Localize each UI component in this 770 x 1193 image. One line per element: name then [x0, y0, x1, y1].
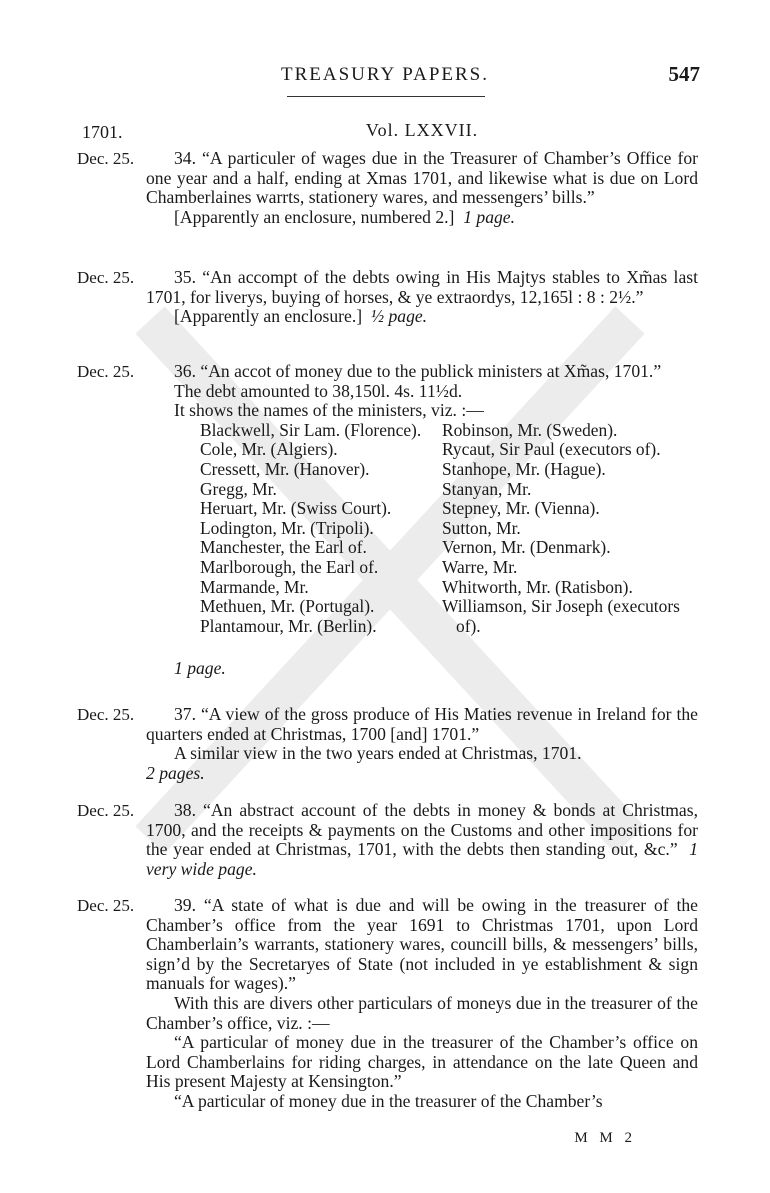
- entry-note-line: [146, 208, 698, 228]
- minister-name: Lodington, Mr. (Tripoli).: [200, 517, 374, 538]
- page-number: 547: [668, 62, 700, 86]
- minister-name: Marmande, Mr.: [200, 576, 309, 597]
- entry-text: 35. “An accompt of the debts owing in His Majtys stables to Xm̃as last 1701, for liverys, buying of horses, & ye extraordys, 12,165l : 8 : 2½.”: [146, 267, 698, 307]
- entry-text-block: [146, 705, 698, 783]
- minister-name: Rycaut, Sir Paul (executors of).: [442, 439, 661, 460]
- entry-date: Dec. 25.: [77, 705, 135, 724]
- entry-note-line: [146, 307, 698, 327]
- entry-text-block: [146, 801, 698, 879]
- entry-text: 38. “An abstract account of the debts in money & bonds at Christmas, 1700, and the receipts & payments on the Customs and other impositions for the year ended at Christmas, 1701, with the debts then standing out, &c.”: [146, 800, 698, 860]
- minister-name: Stepney, Mr. (Vienna).: [442, 498, 600, 519]
- volume-heading: Vol. LXXVII.: [365, 120, 479, 140]
- year-label: 1701.: [82, 122, 123, 142]
- entry-size: 2 pages.: [146, 762, 205, 783]
- minister-name: Heruart, Mr. (Swiss Court).: [200, 498, 392, 519]
- minister-name: Gregg, Mr.: [200, 478, 277, 499]
- minister-name: Robinson, Mr. (Sweden).: [442, 419, 618, 440]
- minister-name: Warre, Mr.: [442, 556, 518, 577]
- entry-date: Dec. 25.: [77, 149, 135, 168]
- entry-particular-quote: “A particular of money due in the treasurer of the Chamber’s office on Lord Chamberlains for riding charges, in attendance on the late Queen and His present Majesty at Kensington.”: [146, 1032, 698, 1092]
- entry-text-block: [146, 149, 698, 227]
- minister-name: Manchester, the Earl of.: [200, 537, 367, 558]
- entry-date: Dec. 25.: [77, 801, 135, 820]
- minister-name: Vernon, Mr. (Denmark).: [442, 537, 611, 558]
- minister-name: Blackwell, Sir Lam. (Florence).: [200, 419, 422, 440]
- minister-name: Stanhope, Mr. (Hague).: [442, 458, 606, 479]
- minister-name: Whitworth, Mr. (Ratisbon).: [442, 576, 633, 597]
- minister-name: Marlborough, the Earl of.: [200, 556, 379, 577]
- entry-text-block: [146, 268, 698, 327]
- entry-text-block: [146, 896, 698, 1112]
- page-header-title: TREASURY PAPERS.: [281, 64, 489, 85]
- entry-debt-line: The debt amounted to 38,150l. 4s. 11½d.: [174, 380, 463, 401]
- signature-mark: M M 2: [574, 1130, 636, 1146]
- entry-size: 1 very wide page.: [146, 839, 699, 879]
- entry-particulars-intro: With this are divers other particulars of moneys due in the treasurer of the Chamber’s office, viz. :—: [146, 992, 698, 1033]
- entry-size: ½ page.: [370, 306, 428, 327]
- entry-text-block: [146, 362, 698, 678]
- entry-similar-line: A similar view in the two years ended at Christmas, 1701.: [174, 743, 582, 764]
- entry-particular-quote-continued: “A particular of money due in the treasurer of the Chamber’s: [174, 1090, 603, 1111]
- entry-date: Dec. 25.: [77, 896, 135, 915]
- entry-text: 36. “An accot of money due to the publick ministers at Xm̃as, 1701.”: [174, 361, 662, 381]
- entry-text-line: [146, 801, 698, 879]
- minister-name: Methuen, Mr. (Portugal).: [200, 596, 375, 617]
- entry-note: [Apparently an enclosure.]: [174, 306, 363, 327]
- entry-text: 34. “A particuler of wages due in the Treasurer of Chamber’s Office for one year and a half, ending at Xmas 1701, and likewise what is due on Lord Chamberlaines warrts, stationery wares, and messengers’ bills.”: [146, 148, 698, 208]
- minister-name: Williamson, Sir Joseph (executors of).: [442, 596, 680, 636]
- entry-size: 1 page.: [174, 657, 226, 678]
- entry-ministers-intro: It shows the names of the ministers, viz. :—: [174, 400, 484, 421]
- entry-date: Dec. 25.: [77, 362, 135, 381]
- minister-name: Cole, Mr. (Algiers).: [200, 439, 338, 460]
- header-rule: [287, 96, 485, 97]
- ministers-right-column: [442, 421, 704, 637]
- minister-name: Sutton, Mr.: [442, 517, 521, 538]
- entry-text: 37. “A view of the gross produce of His Maties revenue in Ireland for the quarters ended at Christmas, 1700 [and] 1701.”: [146, 704, 698, 744]
- ministers-left-column: [200, 421, 440, 637]
- minister-name: Stanyan, Mr.: [442, 478, 532, 499]
- minister-name: Cressett, Mr. (Hanover).: [200, 458, 370, 479]
- minister-name: Plantamour, Mr. (Berlin).: [200, 615, 377, 636]
- entry-size: 1 page.: [463, 206, 516, 227]
- entry-text: 39. “A state of what is due and will be owing in the treasurer of the Chamber’s office from the year 1691 to Christmas 1701, upon Lord Chamberlain’s warrants, stationery wares, councill bills, & messengers’ bills, sign’d by the Secretaryes of State (not included in ye establishment & sign manuals for wages).”: [146, 895, 698, 994]
- entry-note: [Apparently an enclosure, numbered 2.]: [174, 206, 455, 227]
- entry-date: Dec. 25.: [77, 268, 135, 287]
- ministers-list: [146, 421, 698, 661]
